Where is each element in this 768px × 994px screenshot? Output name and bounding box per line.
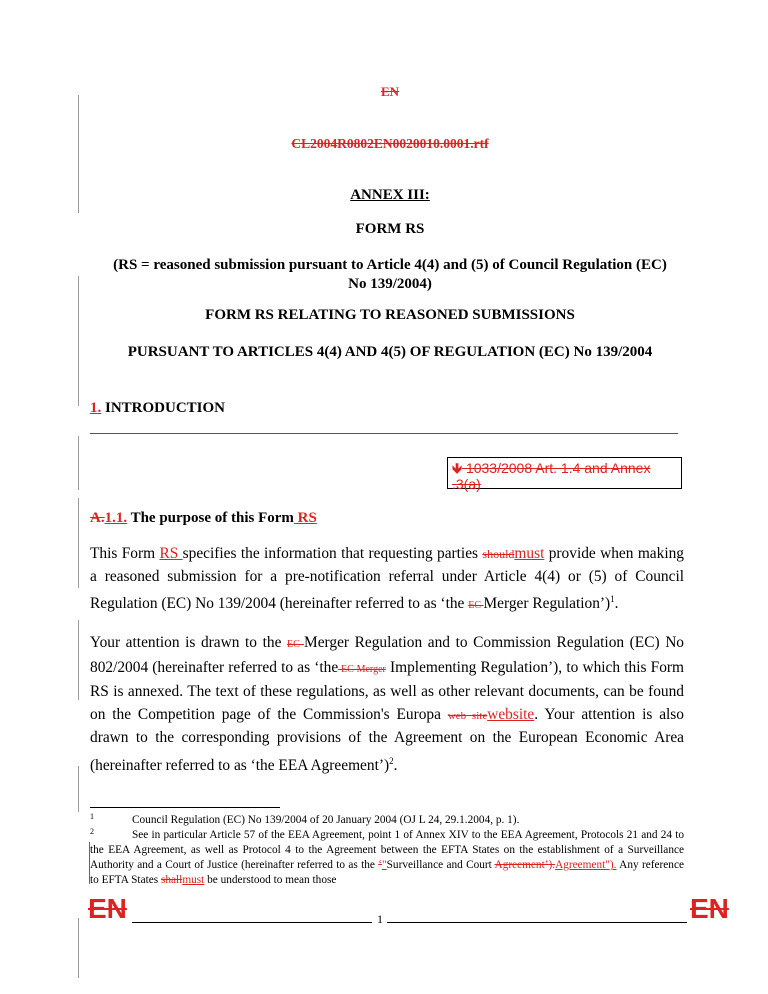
- text: Any reference to EFTA States: [90, 859, 684, 886]
- page-number: 1: [377, 912, 383, 926]
- change-bar: [78, 918, 79, 978]
- deleted-text: Agreement’).: [494, 859, 556, 871]
- amendment-reference-line-1: 1033/2008 Art. 1.4 and Annex: [462, 460, 651, 476]
- deleted-text: EC Merger: [338, 663, 386, 675]
- form-title: FORM RS: [355, 221, 425, 237]
- inserted-text: RS: [159, 545, 183, 562]
- text: See in particular Article 57 of the EEA Agreement, point 1 of Annex XIV to the EEA Agreement, Protocols 21 and 24 to the EEA Agreement, as well as Protocol 4 to the Agreement between the EFTA States on the establishment of a Surveillance Authority and a Court of Justice (hereinafter referred to as the: [90, 829, 684, 871]
- text: .: [614, 595, 619, 613]
- footnote-2: [90, 828, 684, 888]
- inserted-rs: RS: [293, 510, 317, 526]
- change-bar: [78, 498, 79, 588]
- arrow-down-icon: 🡻: [452, 460, 463, 476]
- language-code: EN: [380, 84, 400, 99]
- change-bar: [78, 766, 79, 812]
- subsection-title: The purpose of this Form: [127, 510, 294, 526]
- footnote-ref[interactable]: 1: [610, 594, 615, 604]
- footnote-ref[interactable]: 2: [389, 755, 394, 766]
- text: Your attention is drawn to the: [90, 634, 287, 651]
- footer-rule-left: [132, 922, 372, 923]
- deleted-letter: A.: [90, 510, 105, 526]
- text: This Form: [90, 545, 160, 562]
- amendment-reference-box: [447, 457, 682, 492]
- text: Implementing Regulation’), to which this Form RS is annexed. The text of these regulations, as well as other relevant documents, can be found on the Competition page of the Commission's Europa: [90, 658, 685, 723]
- text: Merger Regulation and to Commission Regulation (EC) No 802/2004 (hereinafter referred to as ‘the: [90, 634, 685, 676]
- subsection-heading: [90, 507, 684, 530]
- paragraph-purpose: [90, 543, 684, 618]
- text: be understood to mean those: [204, 874, 337, 886]
- text: .: [393, 756, 398, 774]
- annex-title: ANNEX III:: [350, 187, 430, 203]
- source-filename: CL2004R0802EN0020010.0001.rtf: [291, 136, 489, 151]
- footer-lang-left: EN: [88, 893, 127, 924]
- footnote-number: 1: [90, 812, 94, 821]
- inserted-text: must: [182, 874, 205, 886]
- section-number: 1.: [90, 400, 102, 416]
- section-title: INTRODUCTION: [101, 400, 226, 416]
- text: provide when making a reasoned submission for a pre-notification referral under Article 4(4) or (5) of Council Regulation (EC) No 139/2004 (hereinafter referred to as ‘the: [90, 545, 684, 613]
- subtitle-line-1: (RS = reasoned submission pursuant to Article 4(4) and (5) of Council Regulation (EC): [113, 257, 667, 273]
- deleted-text: shall: [160, 874, 183, 886]
- deleted-text: ‘: [378, 859, 383, 871]
- change-bar: [78, 620, 79, 700]
- amendment-reference-line-2: .3(a): [452, 476, 481, 492]
- paragraph-attention: [90, 632, 684, 777]
- footnote-1: Council Regulation (EC) No 139/2004 of 20 January 2004 (OJ L 24, 29.1.2004, p. 1).: [132, 814, 520, 826]
- text: Surveillance and Court: [386, 859, 495, 871]
- footer-lang-right: EN: [690, 893, 729, 924]
- inserted-text: ": [382, 859, 387, 871]
- subtitle-line-2: No 139/2004): [348, 276, 432, 292]
- change-bar: [78, 95, 79, 213]
- deleted-text: EC: [287, 639, 305, 650]
- form-heading-1: FORM RS RELATING TO REASONED SUBMISSIONS: [205, 307, 575, 323]
- footnote-separator: [90, 807, 280, 808]
- footer-rule-right: [387, 922, 687, 923]
- form-heading-2: PURSUANT TO ARTICLES 4(4) AND 4(5) OF REGULATION (EC) No 139/2004: [127, 344, 653, 360]
- text: Merger Regulation’): [483, 595, 611, 613]
- text: . Your attention is also drawn to the corresponding provisions of the Agreement on the European Economic Area (hereinafter referred to as ‘the EEA Agreement’): [90, 705, 684, 774]
- inserted-text: Agreement").: [555, 859, 617, 871]
- footnote-number: 2: [90, 827, 94, 836]
- change-bar: [78, 436, 79, 490]
- text: specifies the information that requesting parties: [182, 545, 483, 562]
- inserted-text: must: [514, 545, 545, 562]
- deleted-text: should: [482, 547, 515, 561]
- form-subtitle: [90, 256, 690, 294]
- inserted-text: website: [487, 705, 535, 723]
- subsection-number: 1.1.: [104, 510, 128, 526]
- section-heading: [90, 397, 684, 420]
- section-rule: [90, 433, 678, 434]
- change-bar: [78, 276, 79, 406]
- deleted-text: EC: [468, 600, 484, 612]
- deleted-text: web site: [447, 709, 488, 722]
